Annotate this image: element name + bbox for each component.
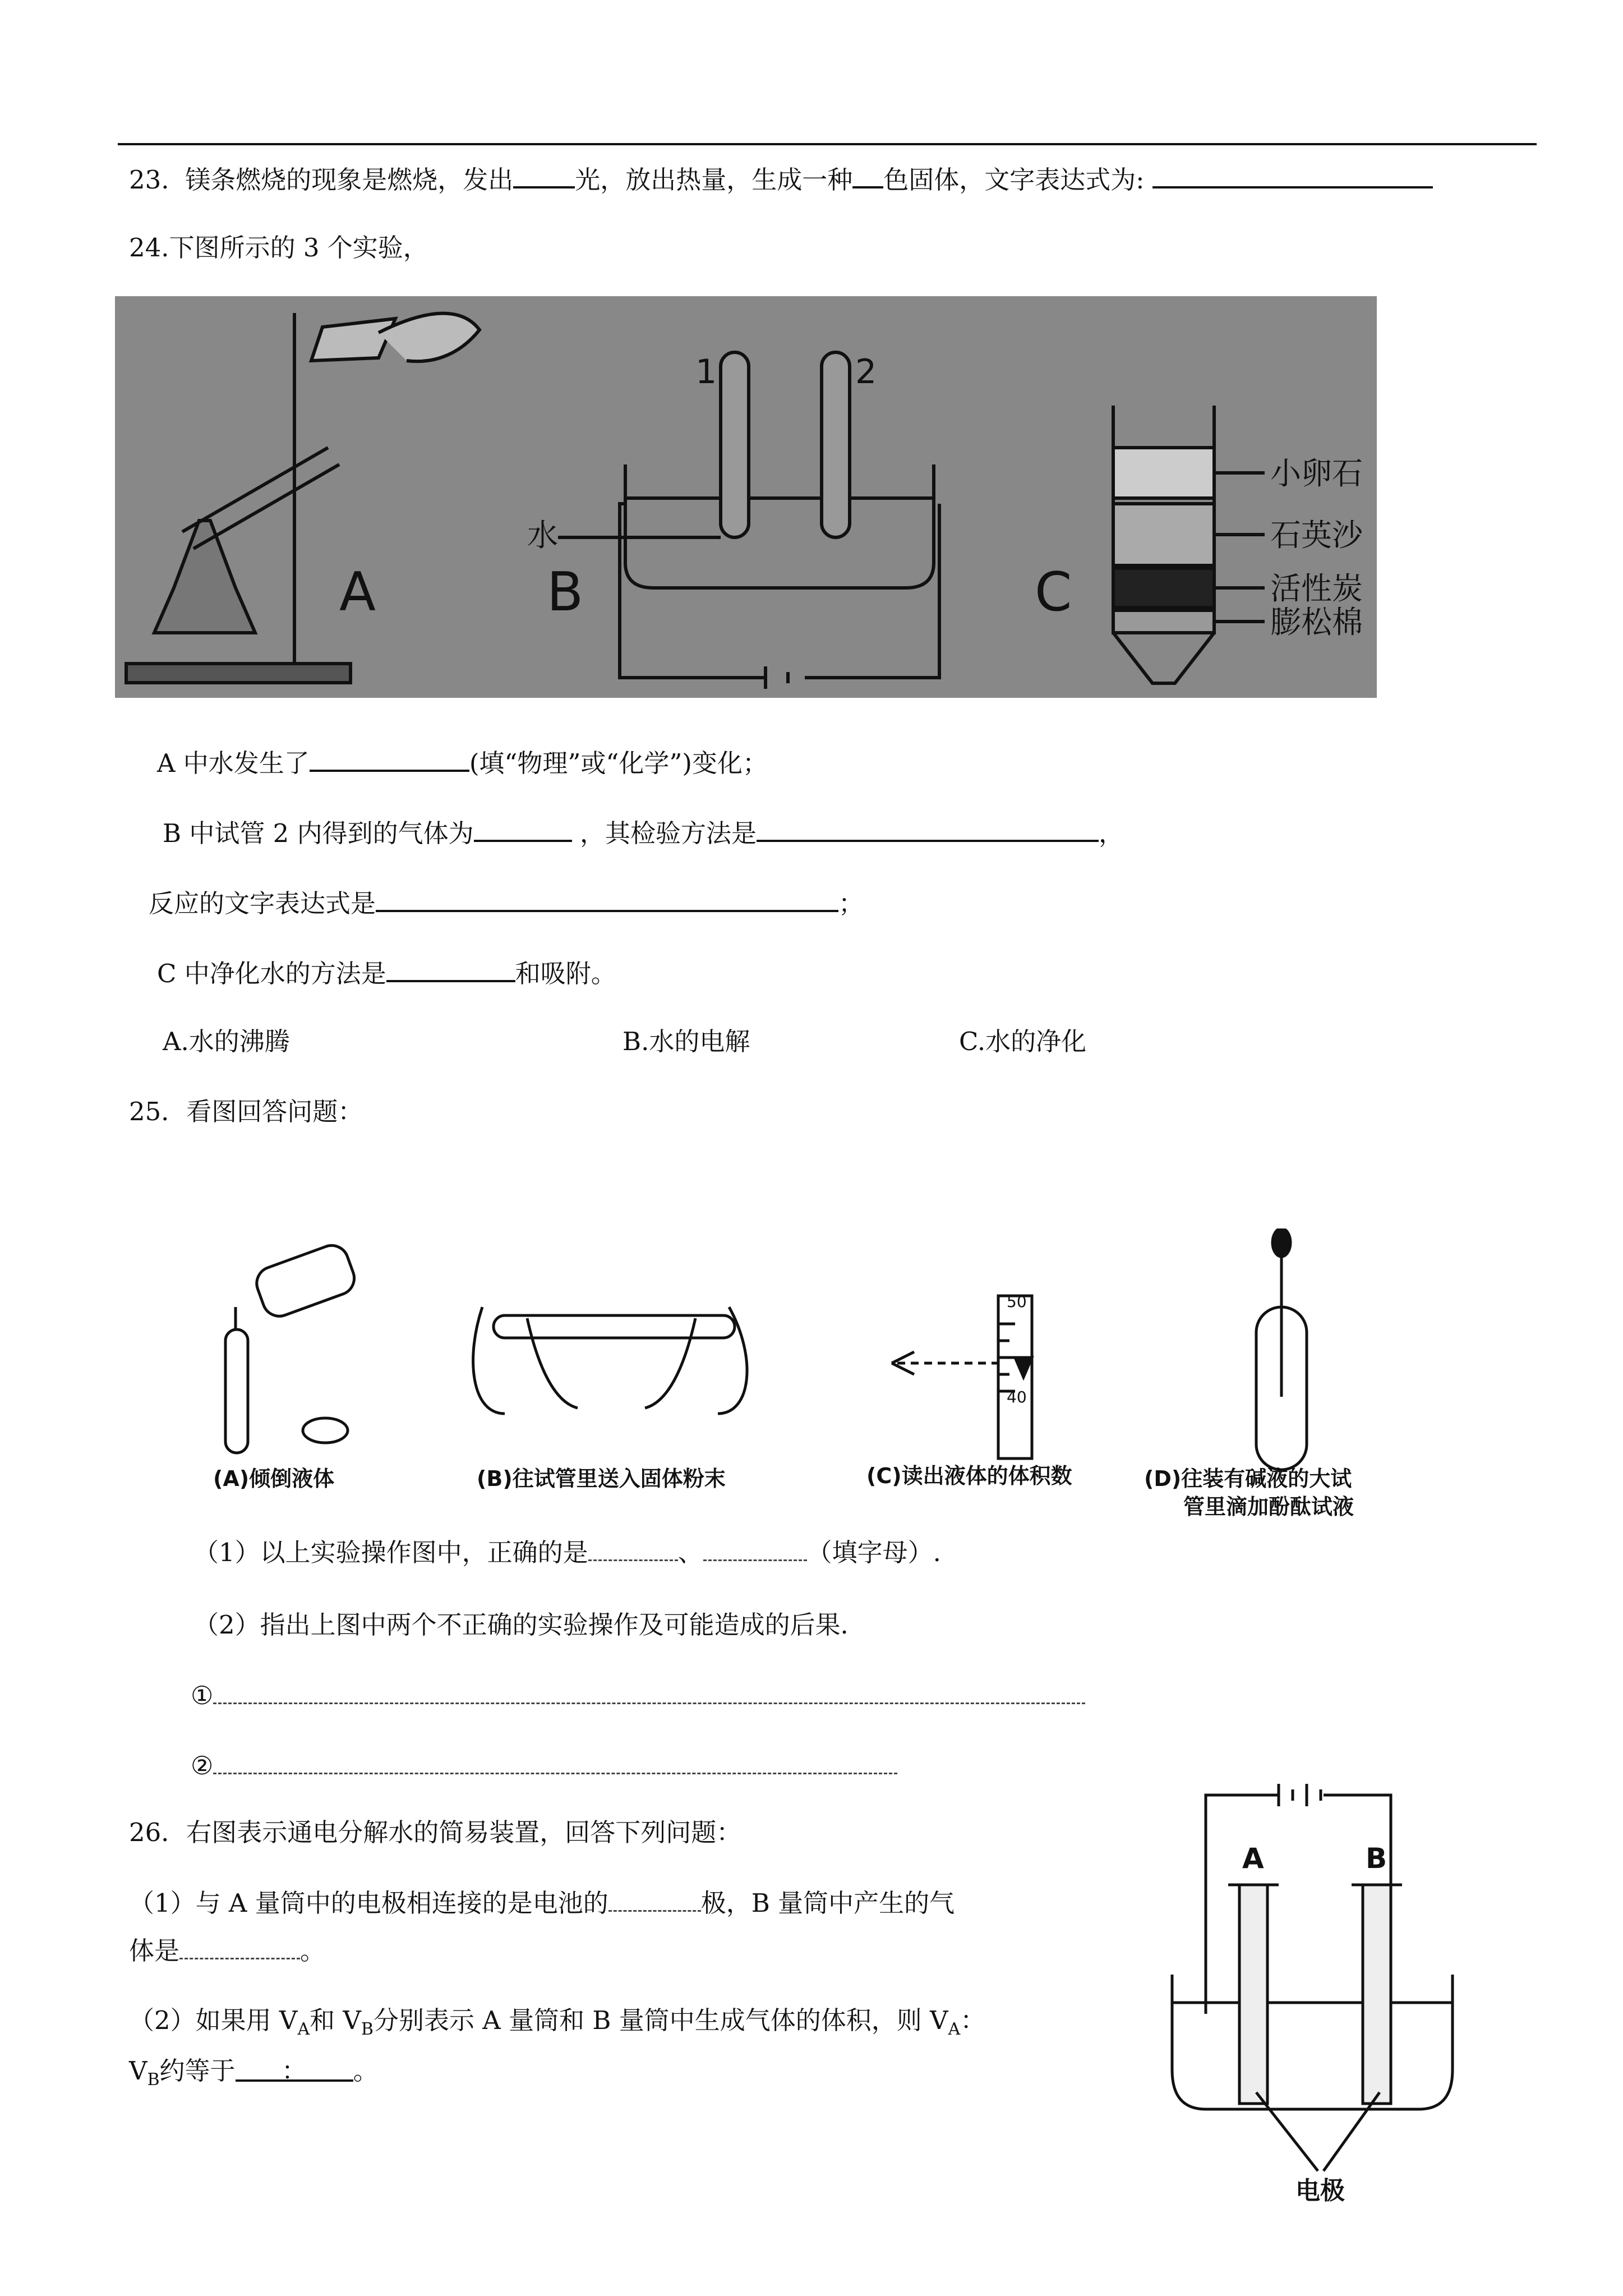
q26-blank-1[interactable] — [608, 1888, 701, 1912]
q23-blank-3[interactable] — [1152, 163, 1433, 188]
layer-carbon — [1113, 568, 1214, 608]
layer-label-3: 活性炭 — [1270, 570, 1363, 606]
q26-part-1-line2: 体是 。 — [129, 1936, 326, 1966]
hand-right — [645, 1307, 747, 1414]
q25-answer-line-1[interactable] — [213, 1680, 1085, 1704]
scale-50: 50 — [1007, 1292, 1027, 1311]
electrode-pointer-b — [1324, 2092, 1380, 2171]
stand-base — [126, 664, 351, 683]
lab-operations-figure — [191, 1228, 1402, 1475]
fig-label-a: A — [339, 562, 376, 623]
q24-blank-reaction[interactable] — [376, 886, 838, 912]
q25-part-1: （1）以上实验操作图中，正确的是 、 （填字母）. — [193, 1538, 941, 1567]
fig-label-c: C — [1035, 562, 1072, 623]
q24-option-a: A.水的沸腾 — [163, 1027, 290, 1056]
q26-part-2-line2: $V_B$约等于 ： 。 — [129, 2056, 379, 2090]
electrolysis-apparatus — [1155, 1778, 1469, 2205]
hand-left — [473, 1307, 578, 1414]
q24-part-c: C 中净化水的方法是 和吸附。 — [157, 956, 616, 989]
experiment-figure — [115, 296, 1377, 698]
layer-label-2: 石英沙 — [1270, 517, 1363, 553]
q25-answer-1: ① — [191, 1680, 1085, 1711]
q23-blank-2[interactable] — [852, 163, 883, 188]
q24-option-b: B.水的电解 — [623, 1027, 750, 1056]
layer-label-1: 小卵石 — [1270, 455, 1363, 491]
scale-40: 40 — [1007, 1388, 1027, 1406]
cylinder-b — [1363, 1885, 1391, 2104]
cylinder-a — [1239, 1885, 1267, 2104]
q24-part-a: A 中水发生了 (填“物理”或“化学”)变化； — [157, 746, 768, 779]
tube-label-1: 1 — [695, 352, 717, 392]
water-label: 水 — [527, 517, 559, 553]
q24-part-b: B 中试管 2 内得到的气体为 ，其检验方法是 ， — [163, 816, 1124, 849]
q26-part-1: （1）与 A 量筒中的电极相连接的是电池的 极，B 量筒中产生的气 — [129, 1888, 955, 1918]
q24-blank-b1[interactable] — [474, 816, 572, 842]
q24-option-c: C.水的净化 — [959, 1027, 1087, 1056]
meniscus — [1015, 1358, 1032, 1377]
fig-label-b: B — [547, 562, 584, 623]
q25-answer-2: ② — [191, 1750, 897, 1781]
q24-reaction: 反应的文字表达式是 ； — [149, 886, 864, 919]
tube-label-2: 2 — [855, 352, 877, 392]
q26-part-2: （2）如果用 $V_A$和 $V_B$分别表示 A 量筒和 B 量筒中生成气体的体积，则 $V_A$： — [129, 2005, 986, 2039]
layer-label-4: 膨松棉 — [1270, 604, 1363, 640]
question-23: 23. 镁条燃烧的现象是燃烧，发出 光，放出热量，生成一种 色固体，文字表达式为: — [129, 163, 1433, 195]
q24-blank-c[interactable] — [386, 956, 515, 982]
caption-c: (C)读出液体的体积数 — [866, 1464, 1072, 1488]
q23-blank-1[interactable] — [513, 163, 575, 188]
caption-d-line1: (D)往装有碱液的大试 — [1144, 1466, 1352, 1491]
dropper-bulb — [1272, 1228, 1290, 1257]
q26-ratio-blank[interactable]: ： — [236, 2056, 353, 2082]
q25-blank-2[interactable] — [703, 1537, 807, 1561]
q25-blank-1[interactable] — [588, 1537, 678, 1561]
caption-a: (A)倾倒液体 — [213, 1466, 335, 1491]
test-tube-a — [225, 1329, 248, 1453]
layer-pebbles — [1113, 448, 1214, 498]
question-25-title: 25．看图回答问题： — [129, 1097, 363, 1126]
caption-b: (B)往试管里送入固体粉末 — [477, 1466, 726, 1491]
water-basin — [1172, 1975, 1453, 2109]
q25-part-2: （2）指出上图中两个不正确的实验操作及可能造成的后果． — [193, 1610, 866, 1640]
electrode-label: 电极 — [1295, 2177, 1345, 2205]
cylinder-label-a: A — [1242, 1842, 1264, 1875]
pouring-bottle — [252, 1241, 359, 1321]
tube-2 — [822, 352, 850, 537]
graduated-cylinder — [998, 1296, 1032, 1458]
header-rule — [118, 143, 1537, 145]
question-24-title: 24.下图所示的 3 个实验， — [129, 233, 428, 263]
q24-blank-b2[interactable] — [757, 816, 1099, 842]
stopper — [303, 1418, 348, 1443]
electrode-pointer-a — [1256, 2092, 1318, 2171]
caption-d-line2: 管里滴加酚酞试液 — [1183, 1494, 1354, 1519]
q25-answer-line-2[interactable] — [213, 1750, 897, 1774]
q26-blank-2[interactable] — [179, 1935, 300, 1959]
q24-blank-a[interactable] — [310, 746, 469, 772]
cylinder-label-b: B — [1366, 1842, 1387, 1875]
q23-number: 23. — [129, 165, 169, 195]
tube-1 — [721, 352, 749, 537]
layer-cotton — [1113, 610, 1214, 633]
question-26-title: 26．右图表示通电分解水的简易装置，回答下列问题： — [129, 1818, 742, 1847]
layer-sand — [1113, 504, 1214, 565]
